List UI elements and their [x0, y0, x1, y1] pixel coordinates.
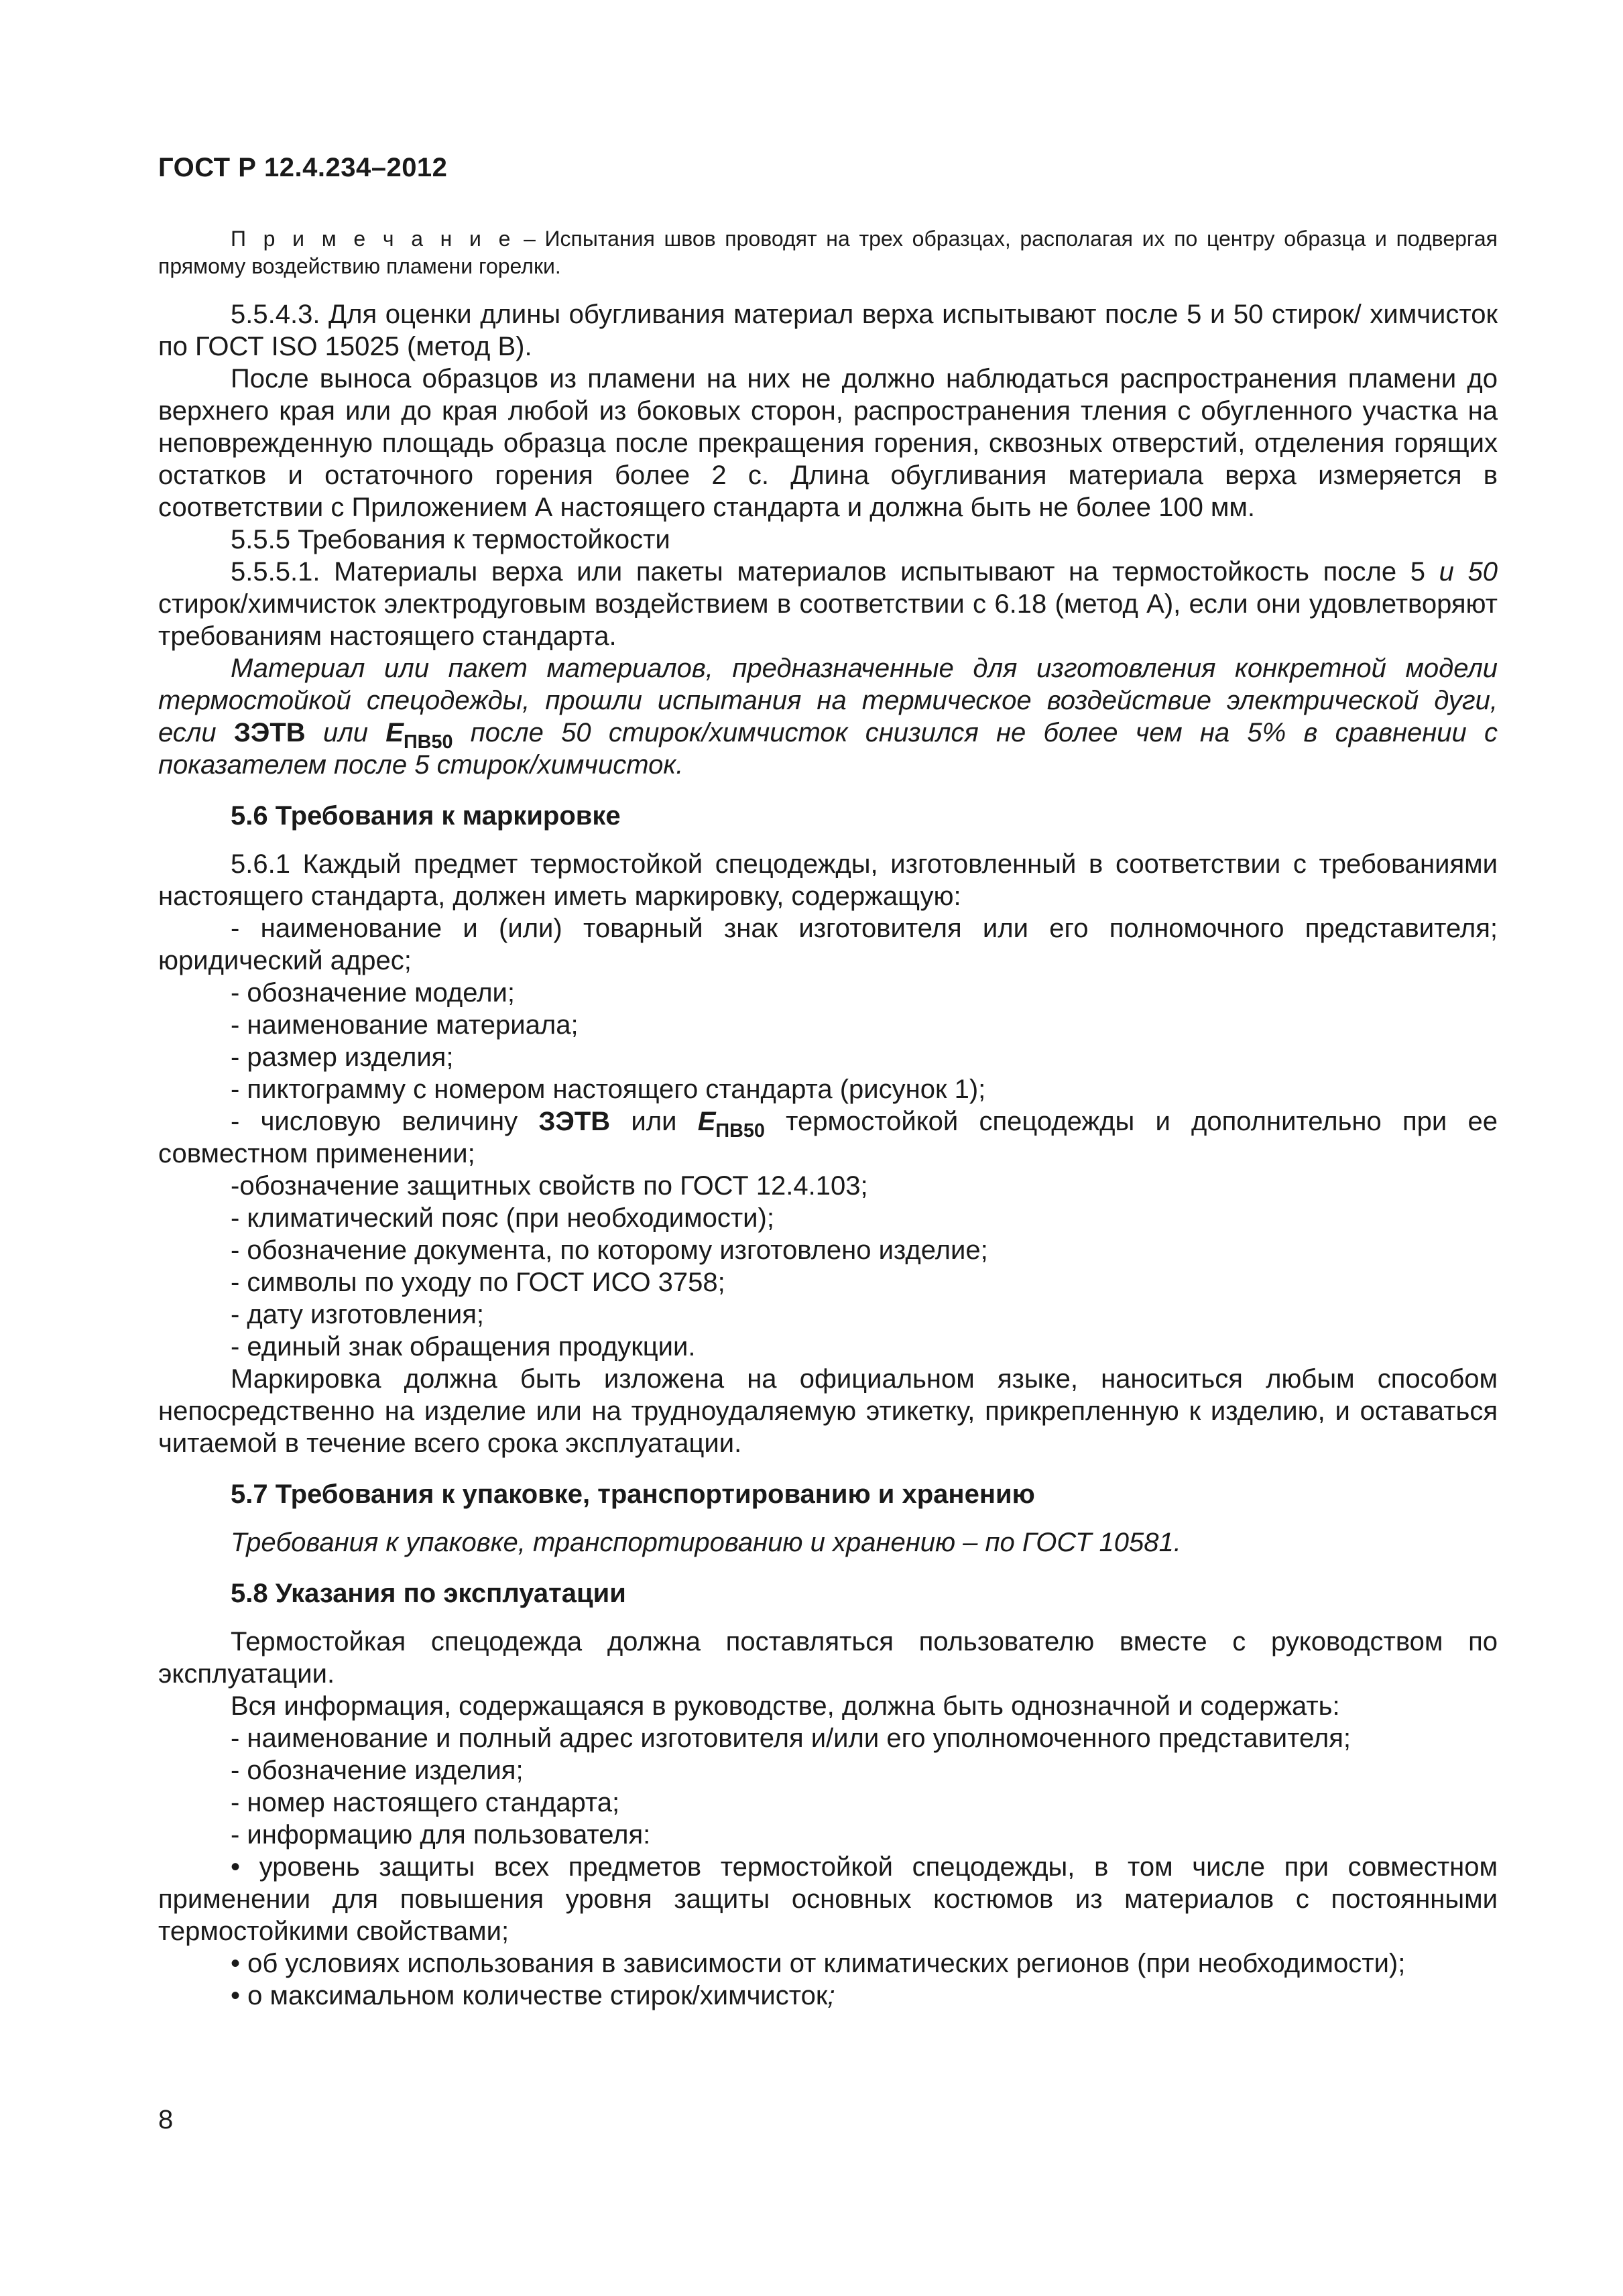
list-item: - символы по уходу по ГОСТ ИСО 3758; [231, 1268, 725, 1297]
note-text: – Испытания швов проводят на трех образцах, располагая их по центру образца и подвергая прямому воздействию пламени горелки. [158, 227, 1498, 278]
list-item: - обозначение документа, по которому изготовлено изделие; [231, 1235, 988, 1265]
text-run: • о максимальном количестве стирок/химчисток [231, 1981, 828, 2010]
list-item: - пиктограмму с номером настоящего стандарта (рисунок 1); [231, 1075, 986, 1104]
document-body [158, 225, 1498, 2012]
list-item: - обозначение модели; [231, 978, 515, 1008]
epv-symbol: E [697, 1107, 716, 1136]
list-item: - информацию для пользователя: [231, 1820, 651, 1850]
flame-requirements-paragraph: После выноса образцов из пламени на них не должно наблюдаться распространения пламени до верхнего края или до края любой из боковых сторон, распространения тления с обугленного участка на неповрежденную площадь образца после прекращения горения, сквозных отверстий, отделения горящих остатков и остаточного горения более 2 с. Длина обугливания материала верха измеряется в соответствии с Приложением А настоящего стандарта и должна быть не более 100 мм. [158, 364, 1498, 522]
list-item: - номер настоящего стандарта; [231, 1788, 620, 1817]
text-run: после 50 стирок/химчисток снизился не более чем на 5% в сравнении с показателем после 5 стирок/химчисток. [158, 718, 1498, 780]
list-item: -обозначение защитных свойств по ГОСТ 12.4.103; [231, 1171, 868, 1201]
bullet-item: • об условиях использования в зависимости от климатических регионов (при необходимости); [231, 1949, 1406, 1978]
text-run: 5.5.5.1. Материалы верха или пакеты материалов испытывают на термостойкость после 5 [231, 557, 1439, 587]
manual-content-paragraph: Вся информация, содержащаяся в руководстве, должна быть однозначной и содержать: [231, 1691, 1340, 1721]
list-item: - наименование и полный адрес изготовителя и/или его уполномоченного представителя; [231, 1724, 1351, 1753]
document-header: ГОСТ Р 12.4.234–2012 [158, 153, 448, 182]
clause-5-5-4-3: 5.5.4.3. Для оценки длины обугливания материал верха испытывают после 5 и 50 стирок/ химчисток по ГОСТ ISO 15025 (метод В). [158, 300, 1498, 361]
list-item: - единый знак обращения продукции. [231, 1332, 696, 1362]
bullet-item [158, 1980, 1498, 2012]
bullet-item: • уровень защиты всех предметов термостойкой спецодежды, в том числе при совместном применении для повышения уровня защиты основных костюмов из материалов с постоянными термостойкими свойствами; [158, 1852, 1498, 1946]
note-paragraph [158, 225, 1498, 280]
clause-5-6-1: 5.6.1 Каждый предмет термостойкой спецодежды, изготовленный в соответствии с требованиями настоящего стандарта, должен иметь маркировку, содержащую: [158, 849, 1498, 911]
section-5-7-heading: 5.7 Требования к упаковке, транспортированию и хранению [231, 1479, 1035, 1509]
list-item: - наименование и (или) товарный знак изготовителя или его полномочного представителя; юридический адрес; [158, 914, 1498, 975]
section-5-8-heading: 5.8 Указания по эксплуатации [231, 1579, 626, 1608]
list-item: - обозначение изделия; [231, 1756, 524, 1785]
list-item [158, 1105, 1498, 1170]
epv-subscript: ПВ50 [715, 1120, 765, 1142]
packaging-paragraph: Требования к упаковке, транспортированию и хранению – по ГОСТ 10581. [231, 1528, 1181, 1557]
list-item: - дату изготовления; [231, 1300, 485, 1329]
manual-paragraph: Термостойкая спецодежда должна поставляться пользователю вместе с руководством по эксплуатации. [158, 1627, 1498, 1689]
page-number: 8 [158, 2105, 174, 2134]
marking-language-paragraph: Маркировка должна быть изложена на официальном языке, наноситься любым способом непосредственно на изделие или на трудноудаляемую этикетку, прикрепленную к изделию, и оставаться читаемой в течение всего срока эксплуатации. [158, 1364, 1498, 1458]
epv-symbol: E [385, 718, 404, 747]
zetv-symbol: ЗЭТВ [233, 718, 306, 747]
list-item: - наименование материала; [231, 1010, 579, 1040]
text-run-italic: ; [827, 1981, 835, 2010]
text-run-italic: и 50 [1439, 557, 1498, 587]
text-run: термостойкой спецодежды и дополнительно при ее совместном применении; [158, 1107, 1498, 1168]
list-item: - климатический пояс (при необходимости); [231, 1203, 774, 1233]
note-label: П р и м е ч а н и е [231, 227, 515, 251]
text-run: стирок/химчисток электродуговым воздействием в соответствии с 6.18 (метод А), если они удовлетворяют требованиям настоящего стандарта. [158, 589, 1498, 651]
text-run: или [305, 718, 386, 747]
arc-test-paragraph [158, 652, 1498, 781]
list-item: - размер изделия; [231, 1042, 454, 1072]
text-run: или [610, 1107, 698, 1136]
epv-subscript: ПВ50 [403, 731, 453, 753]
zetv-symbol: ЗЭТВ [538, 1107, 611, 1136]
text-run: - числовую величину [231, 1107, 539, 1136]
clause-5-5-5-1 [158, 556, 1498, 652]
text-run: Материал или пакет материалов, предназначенные для изготовления конкретной модели термостойкой спецодежды, прошли испытания на термическое воздействие электрической дуги, если [158, 654, 1498, 747]
clause-5-5-5-title: 5.5.5 Требования к термостойкости [231, 525, 670, 554]
section-5-6-heading: 5.6 Требования к маркировке [231, 801, 621, 831]
